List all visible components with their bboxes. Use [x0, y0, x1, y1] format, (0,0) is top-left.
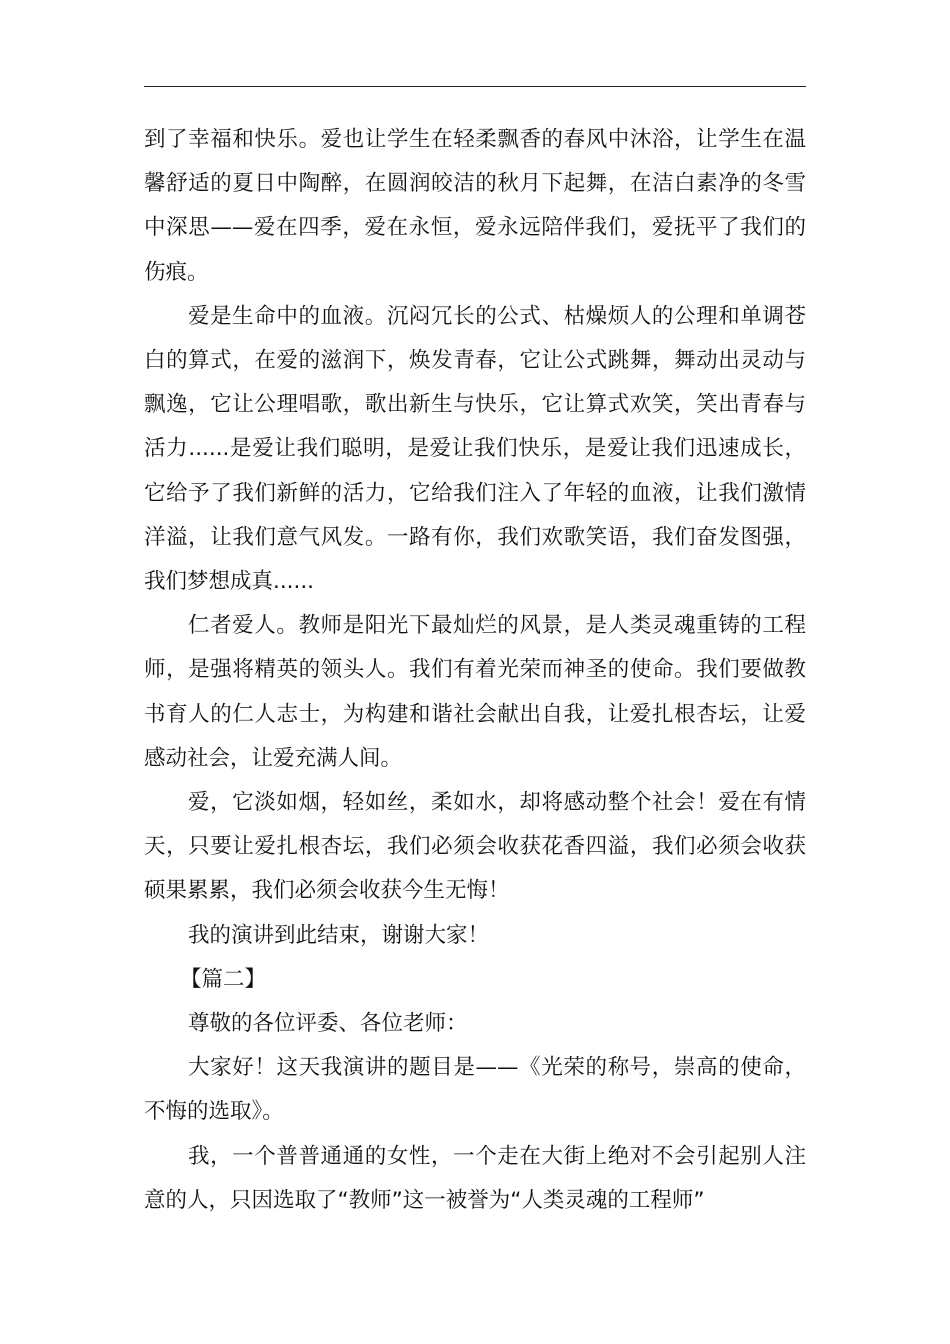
paragraph-closing: 我的演讲到此结束，谢谢大家！ — [188, 922, 490, 948]
paragraph-intro: 我，一个普普通通的女性，一个走在大街上绝对不会引起别人注意的人，只因选取了“教师”这一被誉为“人类灵魂的工程师” — [144, 1143, 806, 1213]
paragraph-love-blood: 爱是生命中的血液。沉闷冗长的公式、枯燥烦人的公理和单调苍白的算式，在爱的滋润下，焕发青春，它让公式跳舞，舞动出灵动与飘逸，它让公理唱歌，歌出新生与快乐，它让算式欢笑，笑出青春与活力......是爱让我们聪明，是爱让我们快乐，是爱让我们迅速成长，它给予了我们新鲜的活力，它给我们注入了年轻的血液，让我们激情洋溢，让我们意气风发。一路有你，我们欢歌笑语，我们奋发图强，我们梦想成真...... — [144, 303, 806, 595]
header-rule — [144, 86, 806, 87]
paragraph-benevolence: 仁者爱人。教师是阳光下最灿烂的风景，是人类灵魂重铸的工程师，是强将精英的领头人。我们有着光荣而神圣的使命。我们要做教书育人的仁人志士，为构建和谐社会献出自我，让爱扎根杏坛，让爱感动社会，让爱充满人间。 — [144, 613, 806, 771]
paragraph-greeting: 大家好！这天我演讲的题目是——《光荣的称号，崇高的使命，不悔的选取》。 — [144, 1055, 806, 1125]
paragraph-continuation: 到了幸福和快乐。爱也让学生在轻柔飘香的春风中沐浴，让学生在温馨舒适的夏日中陶醉，在圆润皎洁的秋月下起舞，在洁白素净的冬雪中深思——爱在四季，爱在永恒，爱永远陪伴我们，爱抚平了我们的伤痕。 — [144, 127, 806, 285]
document-body — [144, 118, 806, 1223]
paragraph-salutation: 尊敬的各位评委、各位老师： — [188, 1011, 468, 1037]
paragraph-love-light: 爱，它淡如烟，轻如丝，柔如水，却将感动整个社会！爱在有情天，只要让爱扎根杏坛，我们必须会收获花香四溢，我们必须会收获硕果累累，我们必须会收获今生无悔！ — [144, 790, 806, 904]
section-heading: 【篇二】 — [180, 966, 267, 992]
